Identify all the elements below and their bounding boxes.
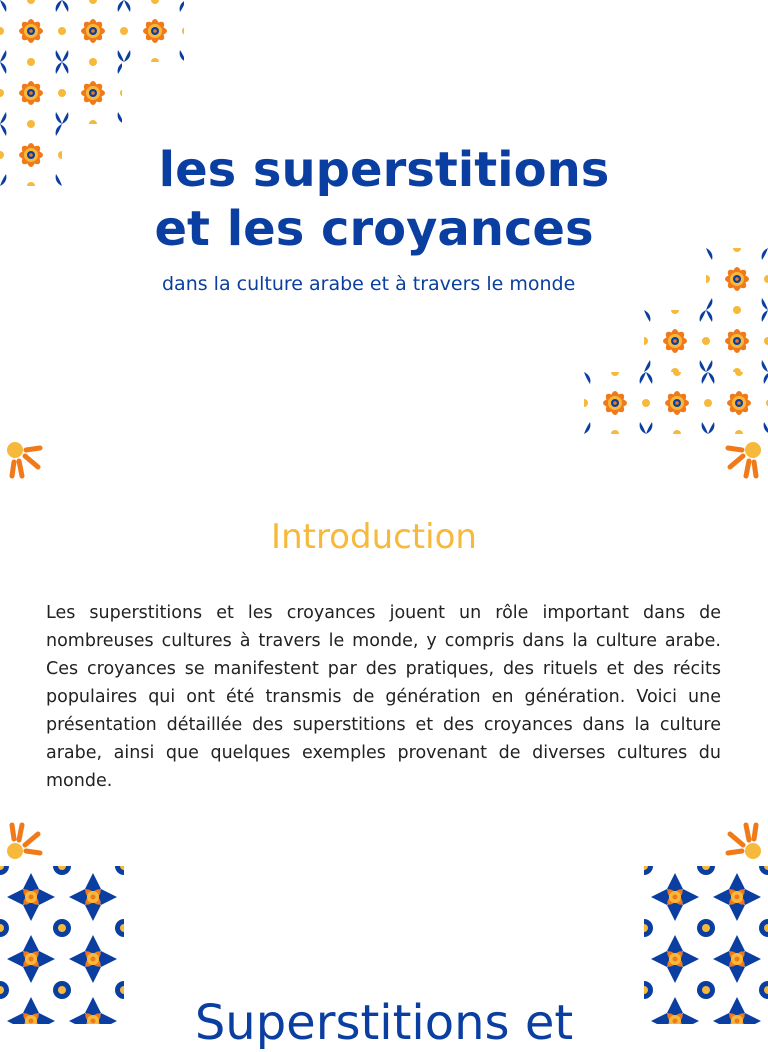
flower-burst-icon <box>4 820 46 862</box>
page-title-line1: les superstitions <box>158 142 610 198</box>
page-title-line2: et les croyances <box>154 201 594 257</box>
introduction-heading: Introduction <box>271 517 477 557</box>
decorative-tile-right-row3 <box>584 372 768 434</box>
next-section-heading: Superstitions et <box>194 995 574 1051</box>
flower-burst-icon <box>722 820 764 862</box>
introduction-paragraph: Les superstitions et les croyances jouent un rôle important dans de nombreuses cultures à travers le monde, y compris dans la culture arabe. Ces croyances se manifestent par des pratiques, des rituels et des récits populaires qui ont été transmis de génération en génération. Voici une présentation détaillée des superstitions et des croyances dans la culture arabe, ainsi que quelques exemples provenant de diverses cultures du monde. <box>46 603 721 791</box>
decorative-tile-top-left-row1 <box>0 0 184 62</box>
page-subtitle: dans la culture arabe et à travers le monde <box>162 273 576 295</box>
flower-burst-icon <box>722 440 764 482</box>
decorative-tile-top-left-row2 <box>0 62 122 124</box>
decorative-tile-right-row2 <box>644 310 768 372</box>
flower-burst-icon <box>4 440 46 482</box>
